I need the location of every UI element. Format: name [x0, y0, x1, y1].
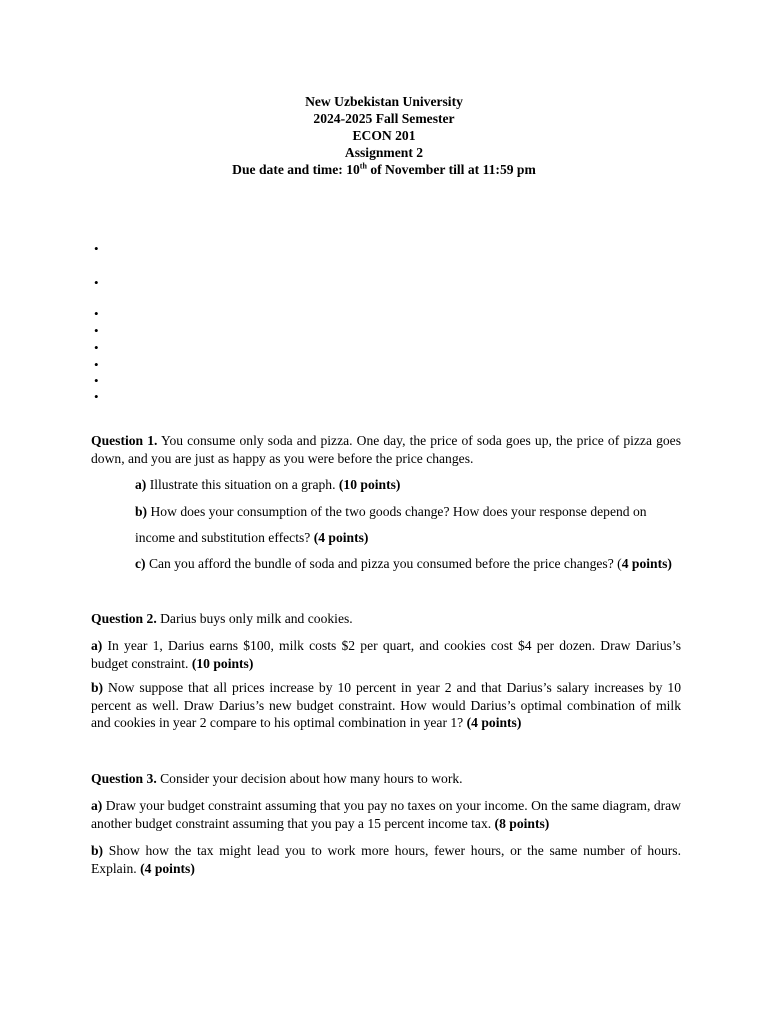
question-3-prompt: [91, 770, 681, 788]
question-2b-text: Now suppose that all prices increase by 10 percent in year 2 and that Darius’s salary increases by 10 percent as well. Draw Darius’s new budget constraint. How would Darius’s optimal combination of milk and cookies in year 2 compare to his optimal combination in year 1?: [91, 680, 681, 730]
question-3-label: Question 3.: [91, 771, 157, 786]
question-1c-text: Can you afford the bundle of soda and pizza you consumed before the price changes? (: [145, 556, 622, 571]
question-3a-points: (8 points): [494, 815, 550, 831]
question-1b-text-2: income and substitution effects?: [135, 530, 314, 545]
question-1c: [135, 555, 695, 573]
question-3a: [91, 797, 681, 832]
university-name: New Uzbekistan University: [305, 94, 463, 109]
due-date-ordinal: th: [359, 161, 367, 171]
empty-bullet-7: •: [94, 373, 99, 388]
question-3a-text: Draw your budget constraint assuming that you pay no taxes on your income. On the same diagram, draw another budget constraint assuming that you pay a 15 percent income tax.: [91, 798, 681, 831]
question-3-text: Consider your decision about how many hours to work.: [156, 771, 463, 786]
question-2a: [91, 637, 681, 672]
question-2-label: Question 2.: [91, 611, 157, 626]
empty-bullet-4: •: [94, 323, 99, 338]
question-1b-points: (4 points): [313, 530, 369, 545]
question-1-text: You consume only soda and pizza. One day, the price of soda goes up, the price of pizza goes down, and you are just as happy as you were before the price changes.: [91, 433, 681, 466]
question-1b-label: b): [135, 504, 148, 519]
question-2a-label: a): [91, 638, 103, 653]
empty-bullet-3: •: [94, 306, 99, 321]
empty-bullet-1: •: [94, 241, 99, 256]
question-1a-text: Illustrate this situation on a graph.: [146, 477, 339, 492]
empty-bullet-2: •: [94, 275, 99, 290]
question-1-prompt: [91, 432, 681, 467]
question-2-prompt: [91, 610, 681, 628]
empty-bullet-6: •: [94, 357, 99, 372]
question-1b-text: How does your consumption of the two goods change? How does your response depend on: [147, 504, 647, 519]
course-code: ECON 201: [352, 128, 416, 143]
empty-bullet-8: •: [94, 389, 99, 404]
question-1a-points: (10 points): [338, 477, 401, 492]
question-3b-label: b): [91, 843, 104, 858]
question-1c-points: 4 points): [621, 556, 672, 571]
question-2a-text: In year 1, Darius earns $100, milk costs $2 per quart, and cookies cost $4 per dozen. Draw Darius’s budget constraint.: [91, 638, 681, 671]
question-2b: [91, 679, 681, 732]
question-1a-label: a): [135, 477, 147, 492]
question-2-text: Darius buys only milk and cookies.: [156, 611, 353, 626]
due-date-suffix: of November till at 11:59 pm: [366, 162, 536, 177]
question-2b-label: b): [91, 680, 104, 695]
empty-bullet-5: •: [94, 340, 99, 355]
question-2a-points: (10 points): [191, 655, 254, 671]
due-date-prefix: Due date and time: 10: [232, 162, 360, 177]
question-2b-points: (4 points): [466, 715, 522, 730]
question-1c-label: c): [135, 556, 146, 571]
question-3a-label: a): [91, 798, 103, 813]
question-1-label: Question 1.: [91, 433, 158, 448]
document-header: [0, 93, 768, 178]
question-3b-points: (4 points): [140, 860, 195, 876]
semester-line: 2024-2025 Fall Semester: [313, 111, 455, 126]
question-1b: [135, 503, 680, 521]
question-1b-continued: [135, 529, 680, 547]
question-1a: [135, 476, 680, 494]
question-3b-text: Show how the tax might lead you to work more hours, fewer hours, or the same number of hours. Explain.: [91, 843, 681, 876]
question-3b: [91, 842, 681, 877]
due-date-line: [0, 161, 768, 178]
assignment-title: Assignment 2: [344, 145, 424, 160]
